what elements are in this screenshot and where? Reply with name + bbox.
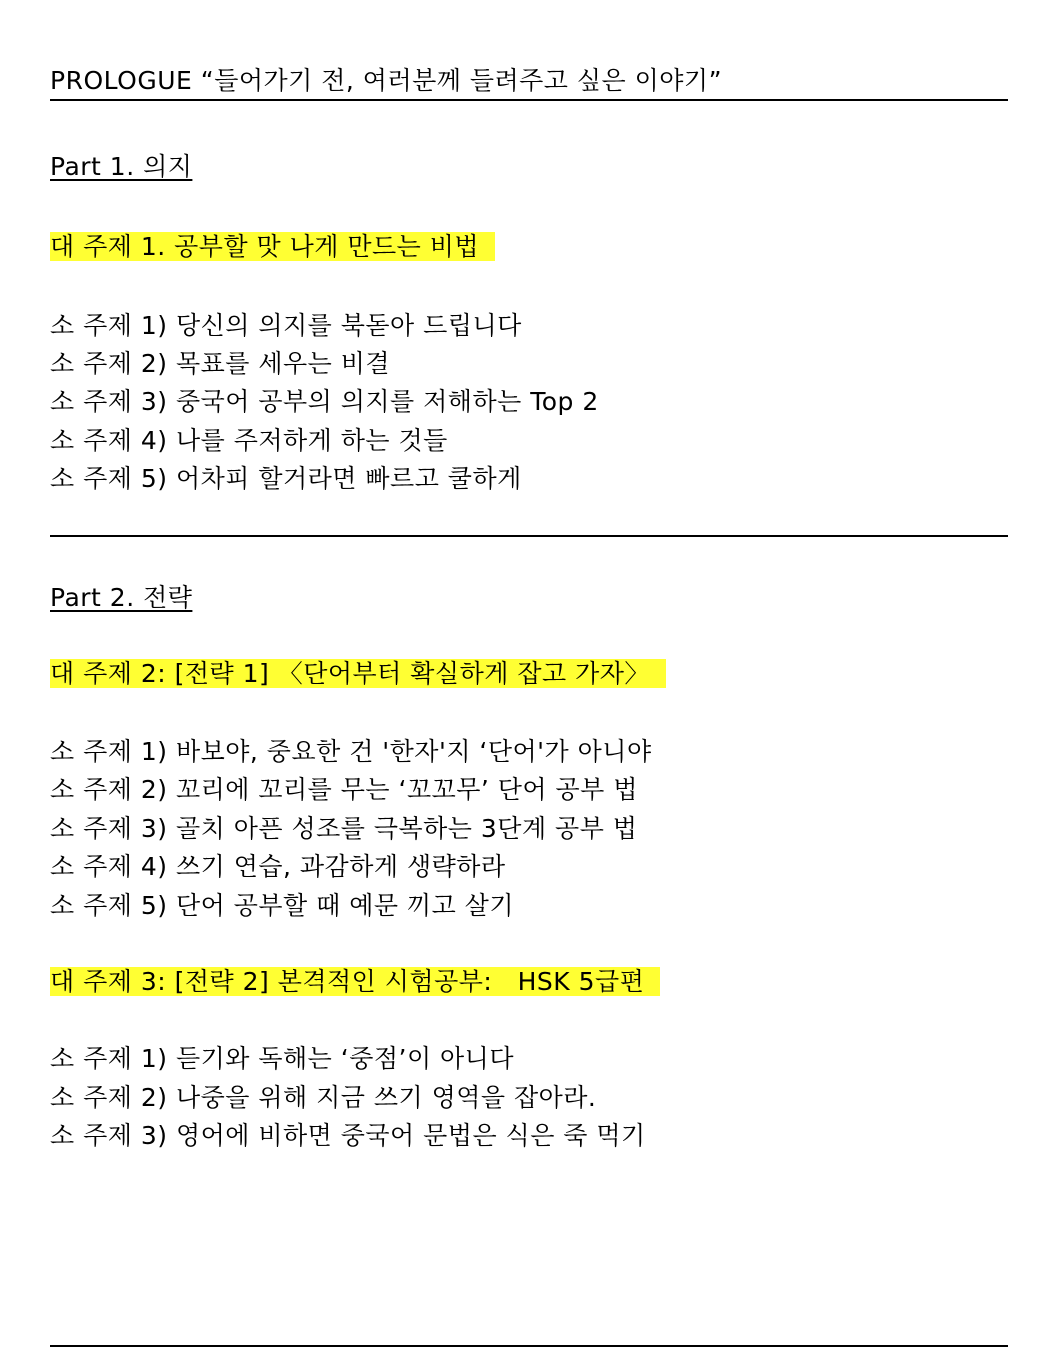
topic1-item-1: 소 주제 1) 당신의 의지를 북돋아 드립니다 [50, 311, 522, 340]
topic1-heading-text: 대 주제 1. 공부할 맛 나게 만드는 비법 [50, 232, 495, 261]
topic2-item-4: 소 주제 4) 쓰기 연습, 과감하게 생략하라 [50, 852, 506, 881]
page-bottom-rule [50, 1345, 1008, 1347]
topic2-heading [50, 657, 666, 691]
topic3-heading [50, 965, 660, 999]
topic2-heading-text: 대 주제 2: [전략 1] 〈단어부터 확실하게 잡고 가자〉 [50, 659, 666, 688]
topic3-item-2: 소 주제 2) 나중을 위해 지금 쓰기 영역을 잡아라. [50, 1083, 597, 1112]
prologue-rule [50, 99, 1008, 101]
part1-title: Part 1. 의지 [50, 152, 193, 181]
topic3-heading-text: 대 주제 3: [전략 2] 본격적인 시험공부: HSK 5급편 [50, 967, 660, 996]
topic1-item-4: 소 주제 4) 나를 주저하게 하는 것들 [50, 426, 448, 455]
topic2-item-1: 소 주제 1) 바보야, 중요한 건 '한자'지 ‘단어'가 아니야 [50, 737, 652, 766]
topic1-item-3: 소 주제 3) 중국어 공부의 의지를 저해하는 Top 2 [50, 387, 599, 416]
topic1-item-2: 소 주제 2) 목표를 세우는 비결 [50, 349, 391, 378]
topic1-item-5: 소 주제 5) 어차피 할거라면 빠르고 쿨하게 [50, 464, 522, 493]
topic2-item-5: 소 주제 5) 단어 공부할 때 예문 끼고 살기 [50, 891, 514, 920]
prologue-title: PROLOGUE “들어가기 전, 여러분께 들려주고 싶은 이야기” [50, 66, 723, 95]
topic2-item-3: 소 주제 3) 골치 아픈 성조를 극복하는 3단계 공부 법 [50, 814, 638, 843]
topic3-item-3: 소 주제 3) 영어에 비하면 중국어 문법은 식은 죽 먹기 [50, 1121, 646, 1150]
topic2-item-2: 소 주제 2) 꼬리에 꼬리를 무는 ‘꼬꼬무’ 단어 공부 법 [50, 775, 638, 804]
part1-end-rule [50, 535, 1008, 537]
part2-title: Part 2. 전략 [50, 583, 193, 612]
topic1-heading [50, 230, 495, 264]
topic3-item-1: 소 주제 1) 듣기와 독해는 ‘중점’이 아니다 [50, 1044, 514, 1073]
